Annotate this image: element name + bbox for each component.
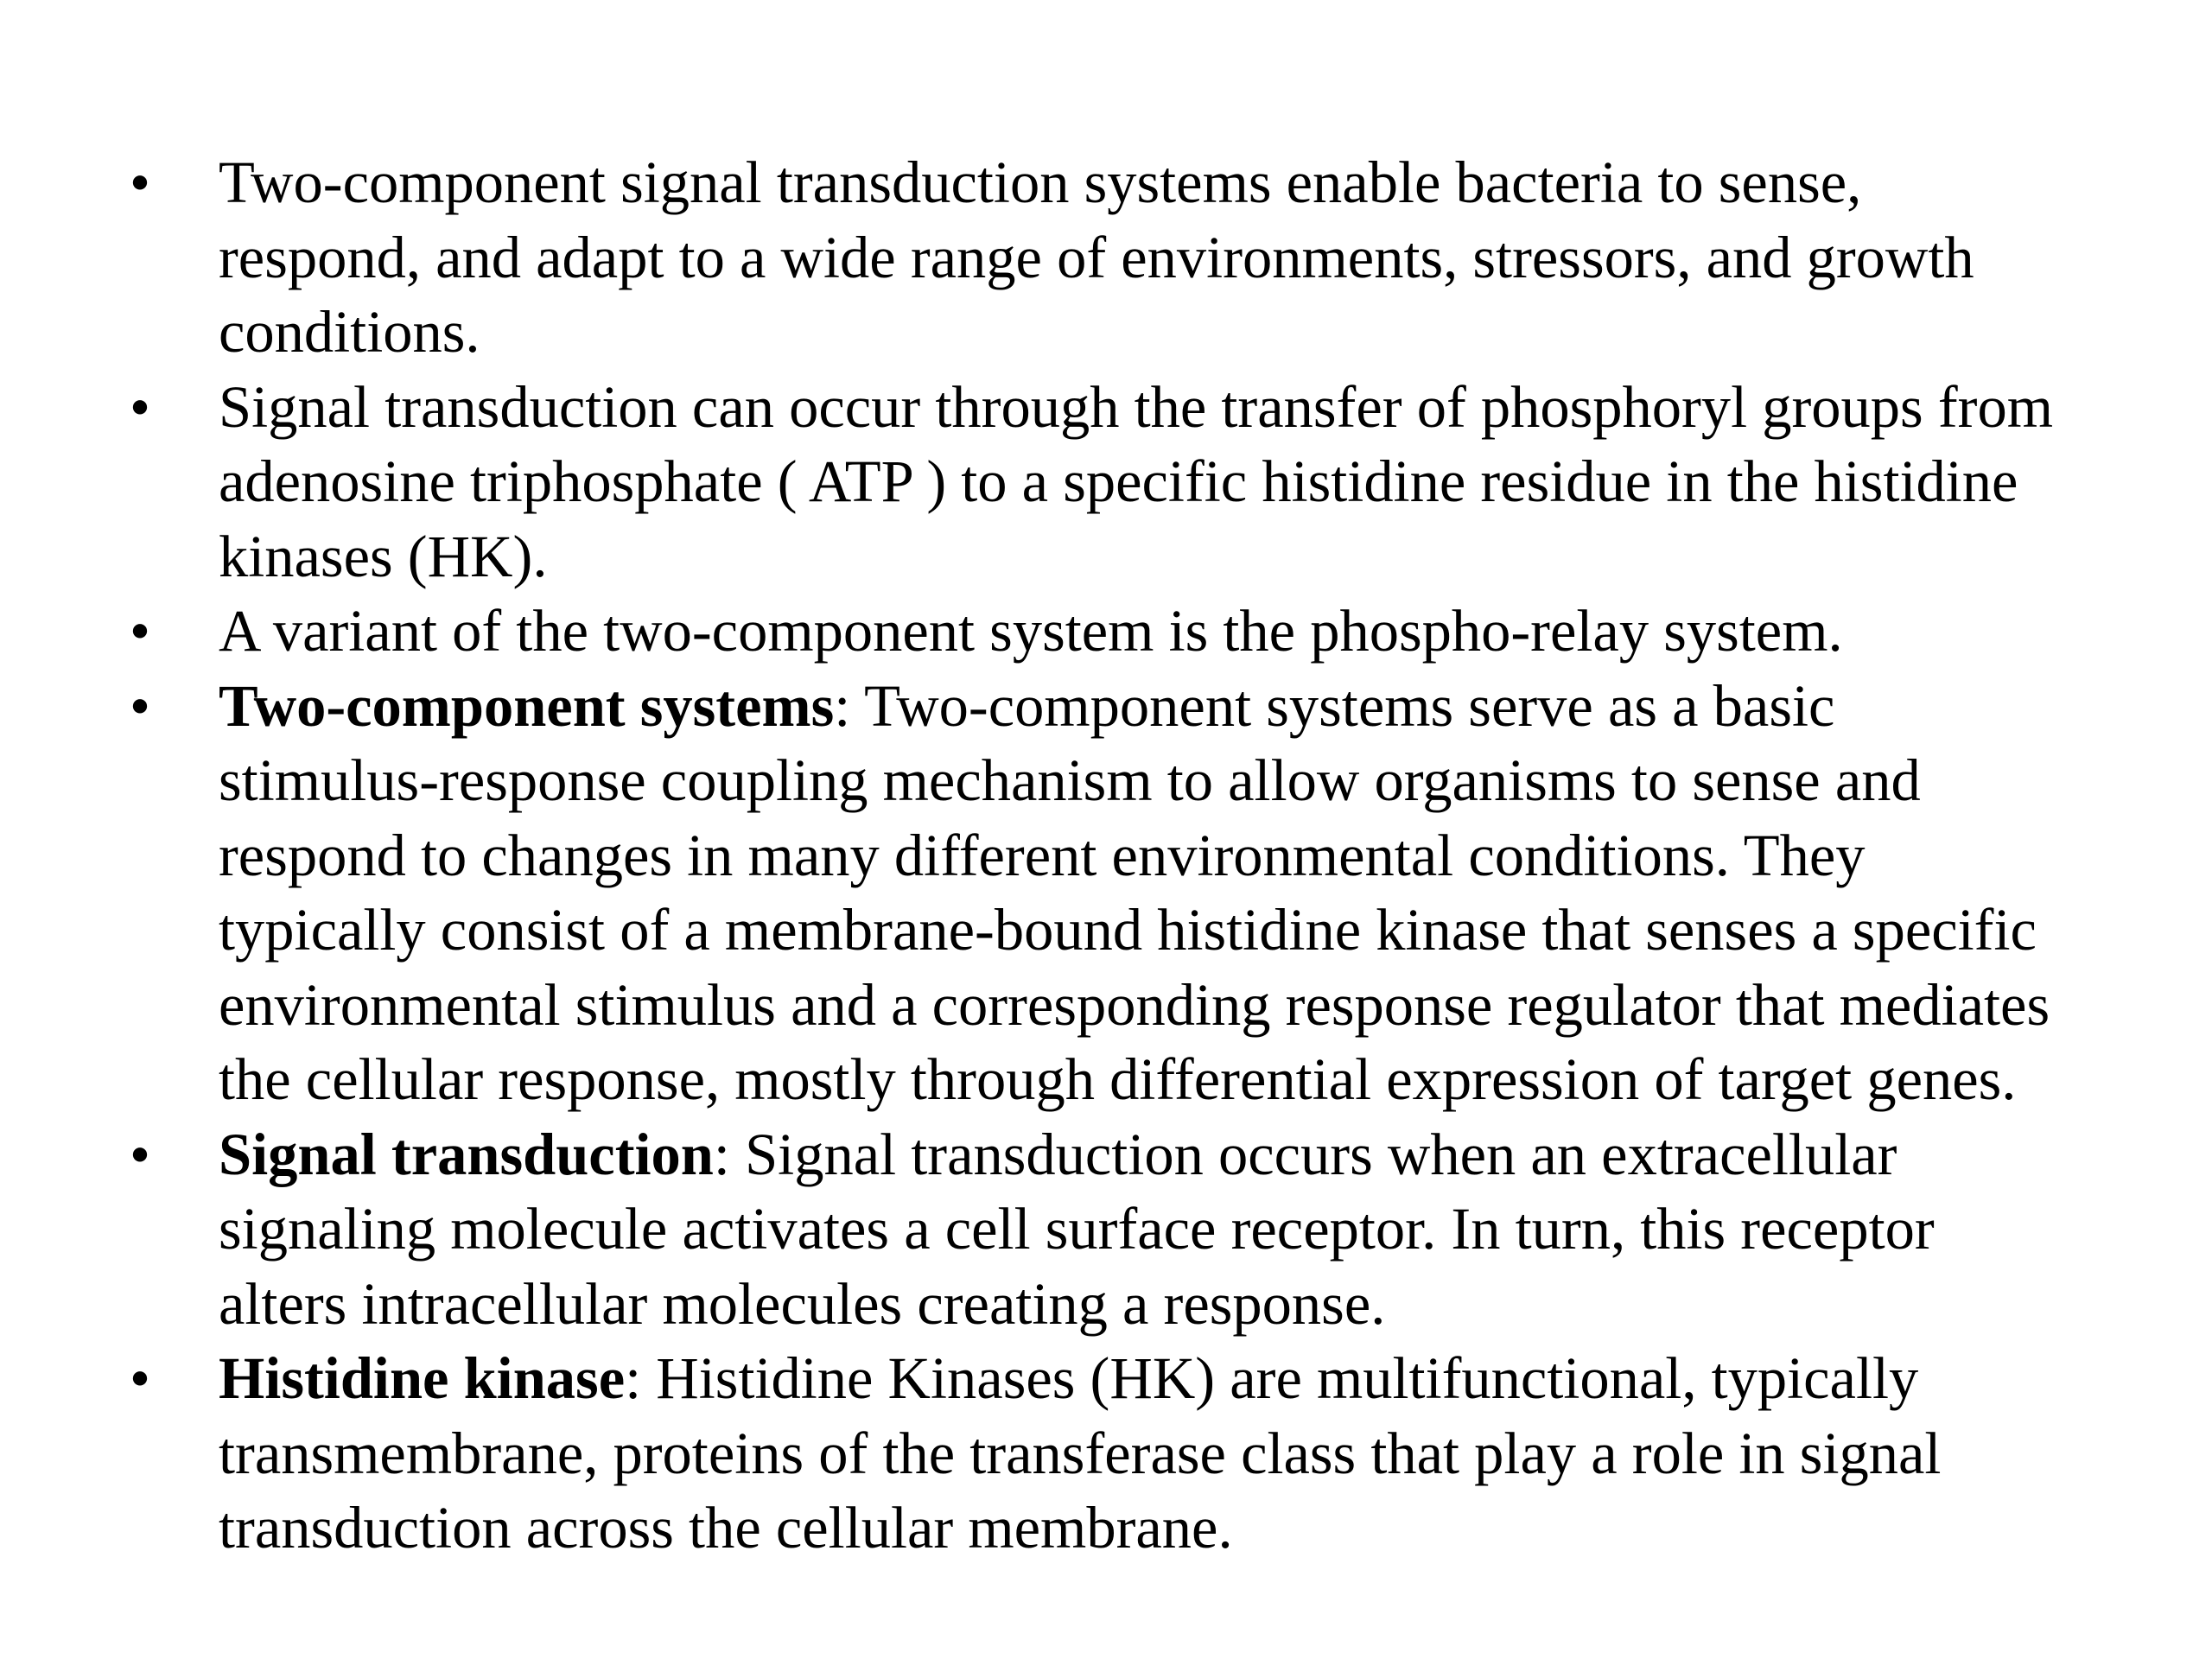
bullet-term-separator: :	[713, 1121, 746, 1187]
bullet-text: A variant of the two-component system is the phospho-relay system.	[219, 598, 1843, 664]
bullet-text: Two-component signal transduction systems enable bacteria to sense, respond, and adapt to a wide range of environments, stressors, and growth conditions.	[219, 149, 1974, 365]
bullet-item-5	[130, 1117, 2143, 1342]
bullet-term-separator: :	[834, 672, 865, 739]
bullet-term: Histidine kinase	[219, 1345, 626, 1411]
bullet-icon: •	[130, 598, 150, 664]
bullet-item-4	[130, 669, 2143, 1117]
bullet-text: Signal transduction occurs when an extracellular signaling molecule activates a cell surface receptor. In turn, this receptor alters intracellular molecules creating a response.	[219, 1121, 1935, 1337]
bullet-item-3	[130, 594, 2143, 669]
bullet-icon: •	[130, 1345, 150, 1411]
bullet-icon: •	[130, 149, 150, 215]
bullet-item-1	[130, 145, 2143, 370]
bullet-text: Histidine Kinases (HK) are multifunctional, typically transmembrane, proteins of the transferase class that play a role in signal transduction across the cellular membrane.	[219, 1345, 1942, 1560]
bullet-list	[130, 145, 2143, 1566]
bullet-term-separator: :	[625, 1345, 657, 1411]
bullet-icon: •	[130, 1121, 150, 1187]
bullet-item-2	[130, 370, 2143, 594]
bullet-term: Signal transduction	[219, 1121, 714, 1187]
bullet-item-6	[130, 1341, 2143, 1566]
bullet-text: Two-component systems serve as a basic stimulus-response coupling mechanism to allow organisms to sense and respond to changes in many different environmental conditions. They typically consist of a membrane-bound histidine kinase that senses a specific environmental stimulus and a corresponding response regulator that mediates the cellular response, mostly through differential expression of target genes.	[219, 672, 2050, 1112]
bullet-text: Signal transduction can occur through the transfer of phosphoryl groups from adenosine triphosphate ( ATP ) to a specific histidine residue in the histidine kinases (HK).	[219, 373, 2053, 589]
bullet-icon: •	[130, 672, 150, 739]
bullet-term: Two-component systems	[219, 672, 835, 739]
bullet-icon: •	[130, 373, 150, 440]
